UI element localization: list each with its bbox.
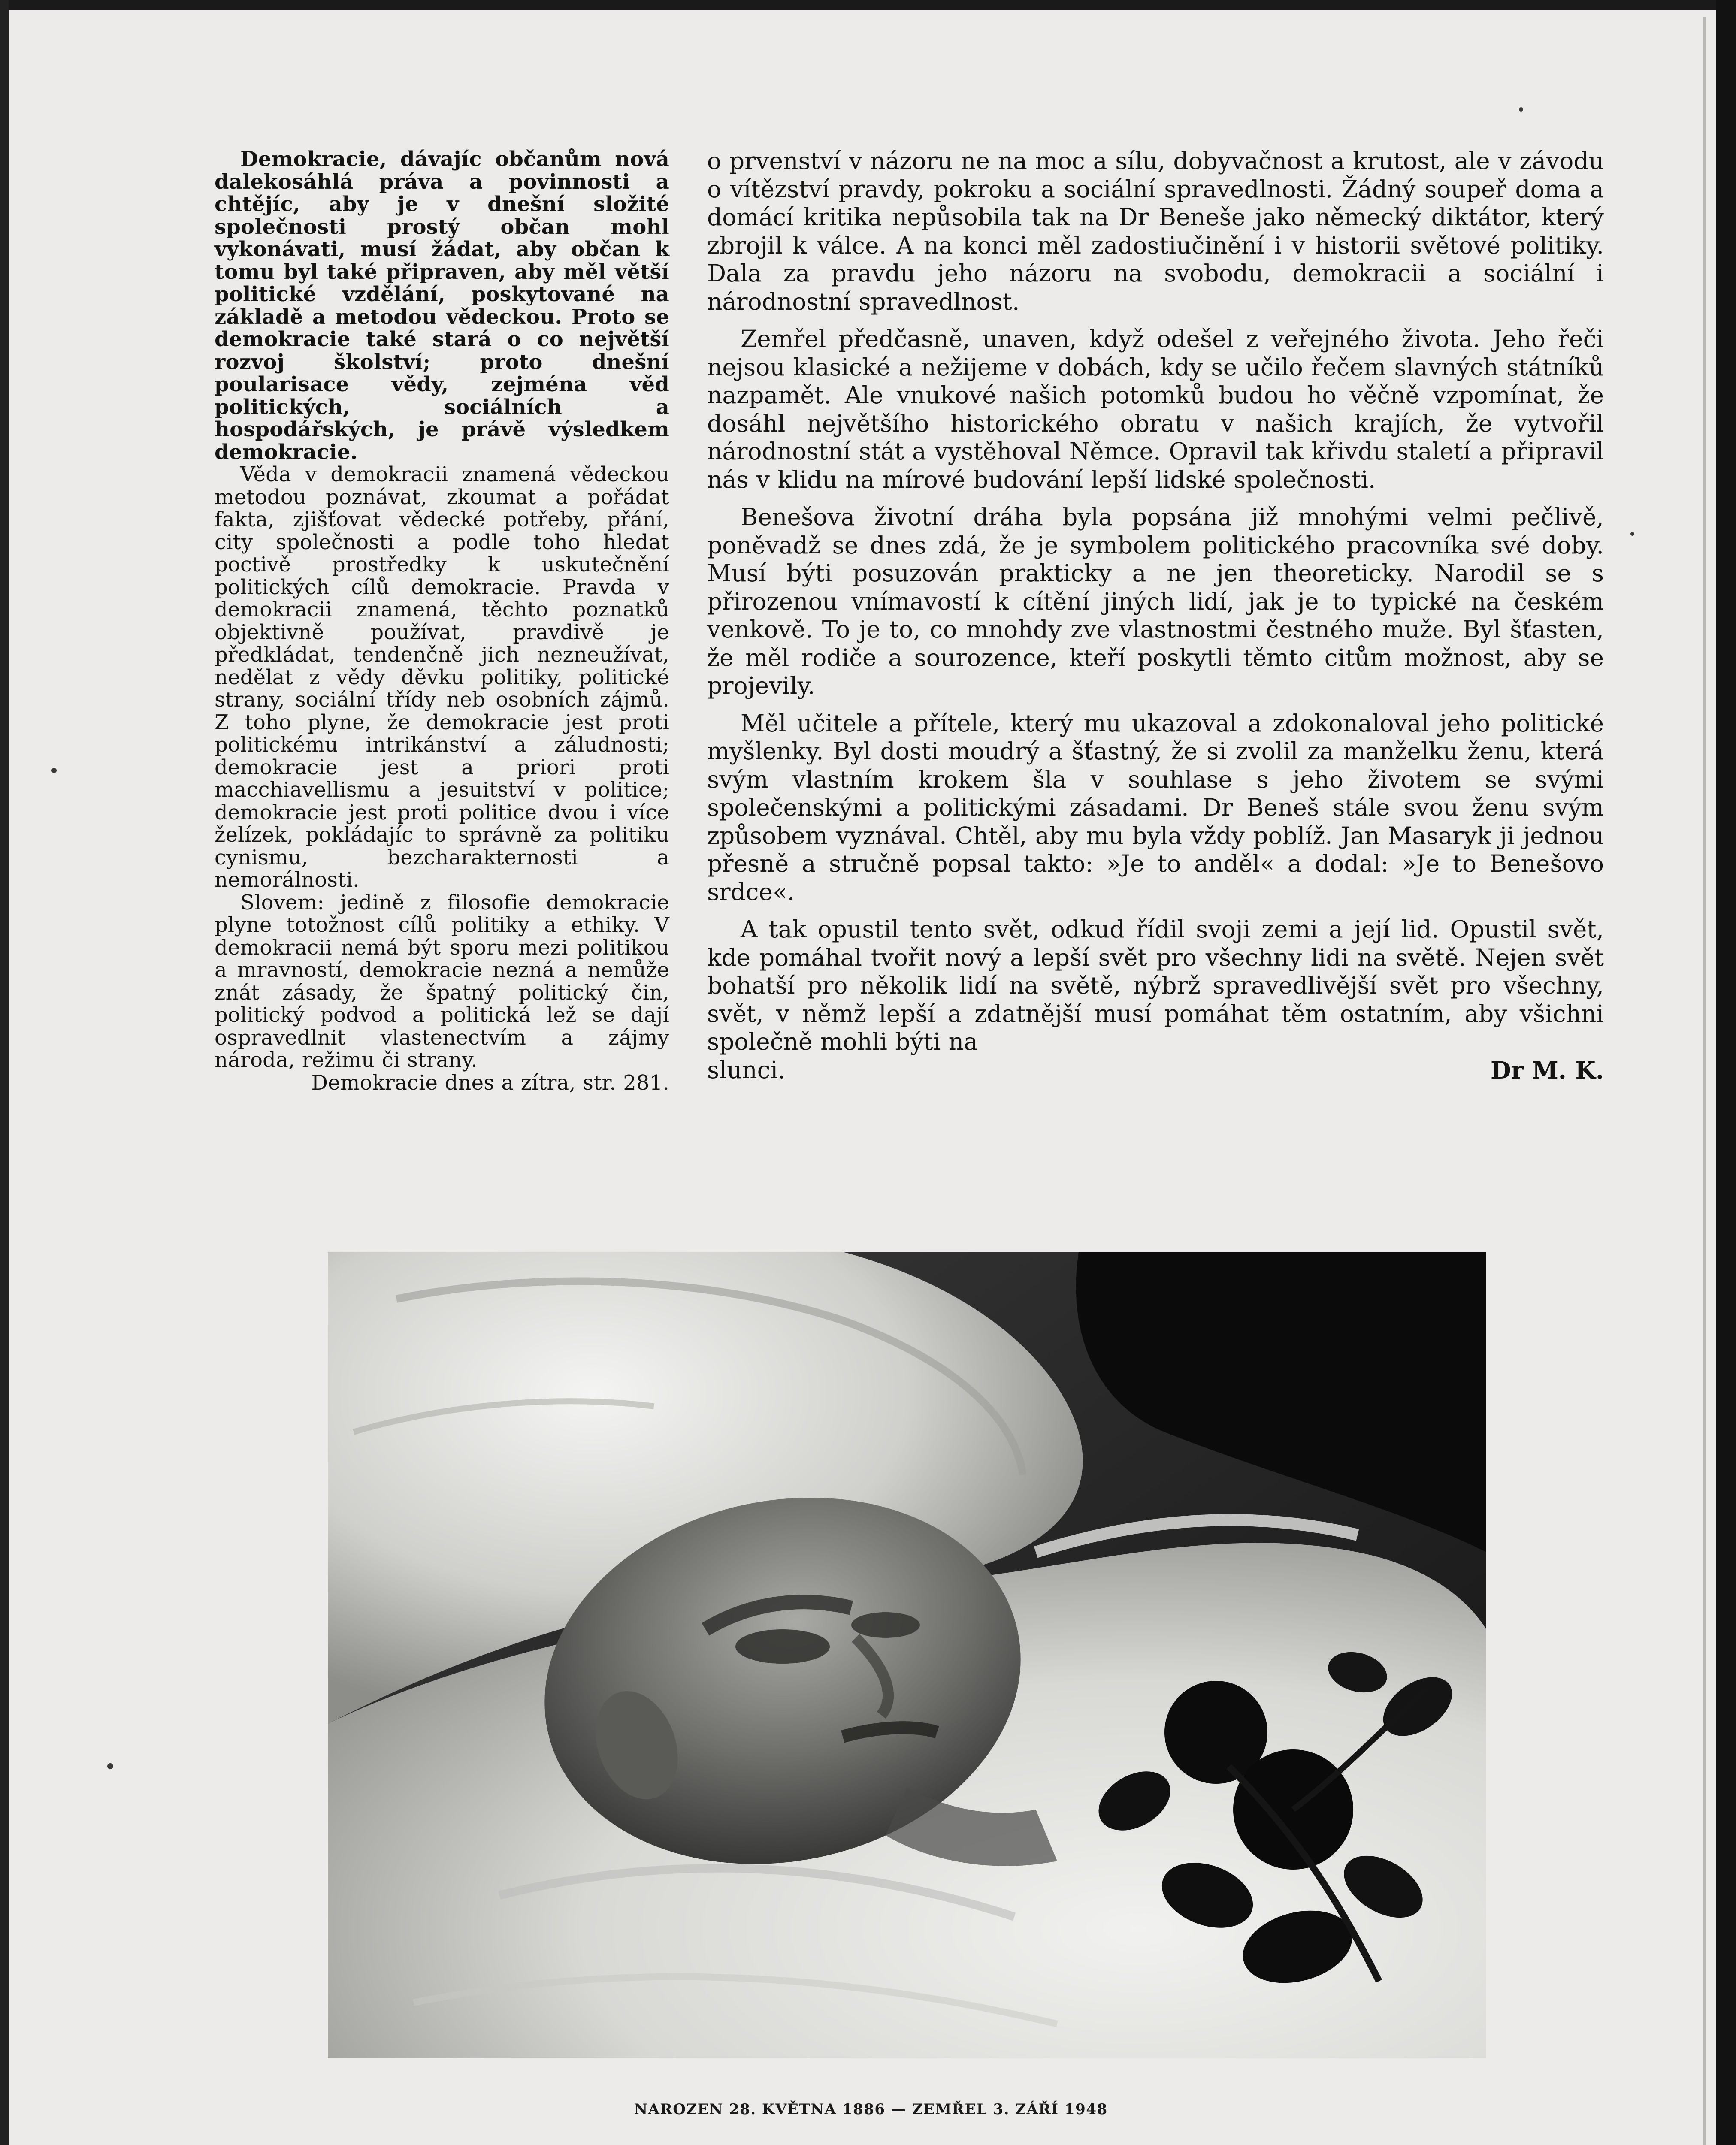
article-paragraph: Benešova životní dráha byla popsána již mnohými velmi pečlivě, poněvadž se dnes zdá, že je symbolem politického pracovníka své doby. Musí býti posuzován prakticky a ne jen theoreticky. Narodil se s přirozenou vnímavostí k cítění jiných lidí, jak je to typické na českém venkově. To je to, co mnohdy zve vlastnostmi čestného muže. Byl šťasten, že měl rodiče a sourozence, kteří poskytli těmto citům možnost, aby se projevily. <box>707 503 1604 699</box>
article-last-word: slunci. <box>707 1056 786 1084</box>
quote-paragraph: Slovem: jedině z filosofie demokracie plyne totožnost cílů politiky a ethiky. V demokracii nemá být sporu mezi politikou a mravností, demokracie nezná a nemůže znát zásady, že špatný politický čin, politický podvod a politická lež se dají ospravedlnit vlastenectvím a zájmy národa, režimu či strany. <box>215 890 669 1072</box>
article-paragraph: Měl učitele a přítele, který mu ukazoval a zdokonaloval jeho politické myšlenky. Byl dosti moudrý a šťastný, že si zvolil za manželku ženu, která svým vlastním krokem šla v souhlase s jeho životem se svými společenskými a politickými zásadami. Dr Beneš stále svou ženu svým způsobem vyznával. Chtěl, aby mu byla vždy poblíž. Jan Masaryk ji jednou přesně a stručně popsal takto: »Je to anděl« a dodal: »Je to Benešovo srdce«. <box>707 709 1604 906</box>
scan-edge-right <box>1716 0 1736 2145</box>
right-column-article <box>707 147 1604 1084</box>
quote-paragraph: Demokracie, dávajíc občanům nová dalekosáhlá práva a povinnosti a chtějíc, aby je v dnešní složité společnosti prostý občan mohl vykonávati, musí žádat, aby občan k tomu byl také připraven, aby měl větší politické vzdělání, poskytované na základě a metodou vědeckou. Proto se demokracie také stará o co největší rozvoj školství; proto dnešní poularisace vědy, zejména věd politických, sociálních a hospodářských, je právě výsledkem demokracie. <box>215 147 669 464</box>
scan-speck <box>51 768 57 773</box>
photo-caption: NAROZEN 28. KVĚTNA 1886 — ZEMŘEL 3. ZÁŘÍ 1948 <box>634 2101 1108 2118</box>
quote-paragraph: Věda v demokracii znamená vědeckou metodou poznávat, zkoumat a pořádat fakta, zjišťovat vědecké potřeby, přání, city společnosti a podle toho hledat poctivě prostředky k uskutečnění politických cílů demokracie. Pravda v demokracii znamená, těchto poznatků objektivně používat, pravdivě je předkládat, tendenčně jich nezneužívat, nedělat z vědy děvku politiky, politické strany, sociální třídy neb osobních zájmů. Z toho plyne, že demokracie jest proti politickému intrikánství a záludnosti; demokracie jest a priori proti macchiavellismu a jesuitství v politice; demokracie jest proti politice dvou i více želízek, pokládajíc to správně za politiku cynismu, bezcharakternosti a nemorálnosti. <box>215 462 669 892</box>
scan-speck <box>107 1763 113 1769</box>
left-column-quote <box>215 148 669 1094</box>
deathbed-photo-drawing <box>328 1252 1486 2058</box>
scan-edge-top <box>0 0 1736 10</box>
page-fold-line <box>1703 17 1706 2145</box>
signature-row <box>707 1056 1604 1085</box>
scan-edge-left <box>0 0 9 2145</box>
article-paragraph: A tak opustil tento svět, odkud řídil svoji zemi a její lid. Opustil svět, kde pomáhal tvořit nový a lepší svět pro všechny lidi na světě. Nejen svět bohatší pro několik lidí na světě, nýbrž spravedlivější svět pro všechny, svět, v němž lepší a zdatnější musí pomáhat těm ostatním, aby všichni společně mohli býti na <box>707 915 1604 1055</box>
closed-eye <box>851 1612 920 1638</box>
closed-eye <box>735 1629 830 1664</box>
article-paragraph: Zemřel předčasně, unaven, když odešel z veřejného života. Jeho řeči nejsou klasické a nežijeme v dobách, kdy se učilo řečem slavných státníků nazpamět. Ale vnukové našich potomků budou ho věčně vzpomínat, že dosáhl největšího historického obratu v našich krajích, že vytvořil národnostní stát a vystěhoval Němce. Opravil tak křivdu staletí a připravil nás v klidu na mírové budování lepší lidské společnosti. <box>707 325 1604 493</box>
deathbed-photo <box>328 1252 1486 2058</box>
scan-speck <box>1630 532 1634 536</box>
scan-speck <box>1519 107 1523 112</box>
article-paragraph: o prvenství v názoru ne na moc a sílu, dobyvačnost a krutost, ale v závodu o vítězství pravdy, pokroku a sociální spravedlnosti. Žádný soupeř doma a domácí kritika nepůsobila tak na Dr Beneše jako německý diktátor, který zbrojil k válce. A na konci měl zadostiučinění i v historii světové politiky. Dala za pravdu jeho názoru na svobodu, demokracii a sociální i národnostní spravedlnost. <box>707 147 1604 315</box>
quote-source: Demokracie dnes a zítra, str. 281. <box>311 1070 669 1095</box>
author-signature: Dr M. K. <box>1491 1056 1604 1084</box>
